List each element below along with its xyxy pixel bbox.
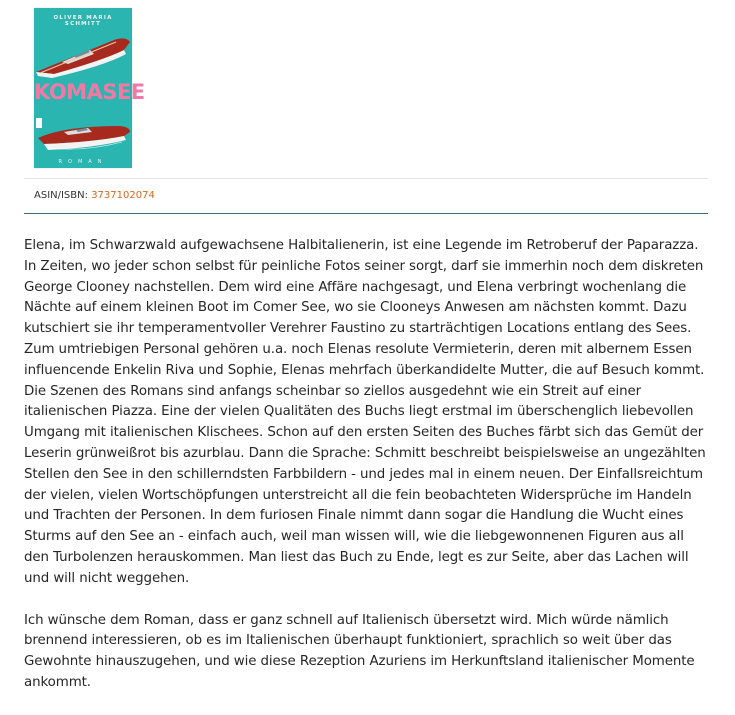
cover-title: KOMASEE (34, 80, 145, 104)
speedboat-bottom-illustration (34, 116, 132, 154)
asin-row (34, 190, 155, 202)
divider-top (24, 178, 708, 179)
book-cover-image[interactable] (34, 8, 145, 168)
cover-author: OLIVER MARIA SCHMITT (53, 15, 113, 27)
divider-accent (24, 213, 708, 214)
publisher-logo (36, 118, 42, 128)
review-paragraph: Elena, im Schwarzwald aufgewachsene Halbitalienerin, ist eine Legende im Retroberuf der Paparazza. In Zeiten, wo jeder schon selbst für peinliche Fotos seiner sorgt, darf sie immerhin noch dem diskreten George Clooney nachstellen. Dem wird eine Affäre nachgesagt, und Elena verbringt wochenlang die Nächte auf einem kleinen Boot im Comer See, wo sie Clooneys Anwesen am nächsten kommt. Dazu kutschiert sie ihr temperamentvoller Verehrer Faustino zu starträchtigen Locations entlang des Sees. Zum umtriebigen Personal gehören u.a. noch Elenas resolute Vermieterin, deren mit albernem Essen influencende Enkelin Riva und Sophie, Elenas mehrfach überkandidelte Mutter, die auf Besuch kommt. Die Szenen des Romans sind anfangs scheinbar so ziellos ausgedehnt wie ein Streit auf einer italienischen Piazza. Eine der vielen Qualitäten des Buchs liegt erstmal im überschenglich liebevollen Umgang mit italienischen Klischees. Schon auf den ersten Seiten des Buches färbt sich das Gemüt der Leserin grünweißrot bis azurblau. Dann die Sprache: Schmitt beschreibt beispielsweise an ungezählten Stellen den See in den schillerndsten Farbbildern - und jedes mal in einem neuen. Der Einfallsreichtum der vielen, vielen Wortschöpfungen unterstreicht all die fein beobachteten Widersprüche im Handeln und Trachten der Personen. In dem furiosen Finale nimmt dann sogar die Handlung die Wucht eines Sturms auf den See an - einfach auch, weil man wissen will, wie die liebgewonnenen Figuren aus all den Turbolenzen herauskommen. Man liest das Buch zu Ende, legt es zur Seite, aber das Lachen will und will nicht weggehen. (24, 238, 706, 586)
cover-subtitle: ROMAN (58, 159, 108, 165)
asin-link[interactable]: 3737102074 (91, 190, 155, 201)
review-paragraph: Ich wünsche dem Roman, dass er ganz schnell auf Italienisch übersetzt wird. Mich würde nämlich brennend interessieren, ob es im Italienischen überhaupt funktioniert, sprachlich so weit über das Gewohnte hinauszugehen, und wie diese Rezeption Azuriens im Herkunftsland italienischer Momente ankommt. (24, 612, 695, 690)
asin-label: ASIN/ISBN: (34, 190, 92, 201)
review-text (24, 236, 708, 715)
speedboat-top-illustration (34, 26, 132, 78)
